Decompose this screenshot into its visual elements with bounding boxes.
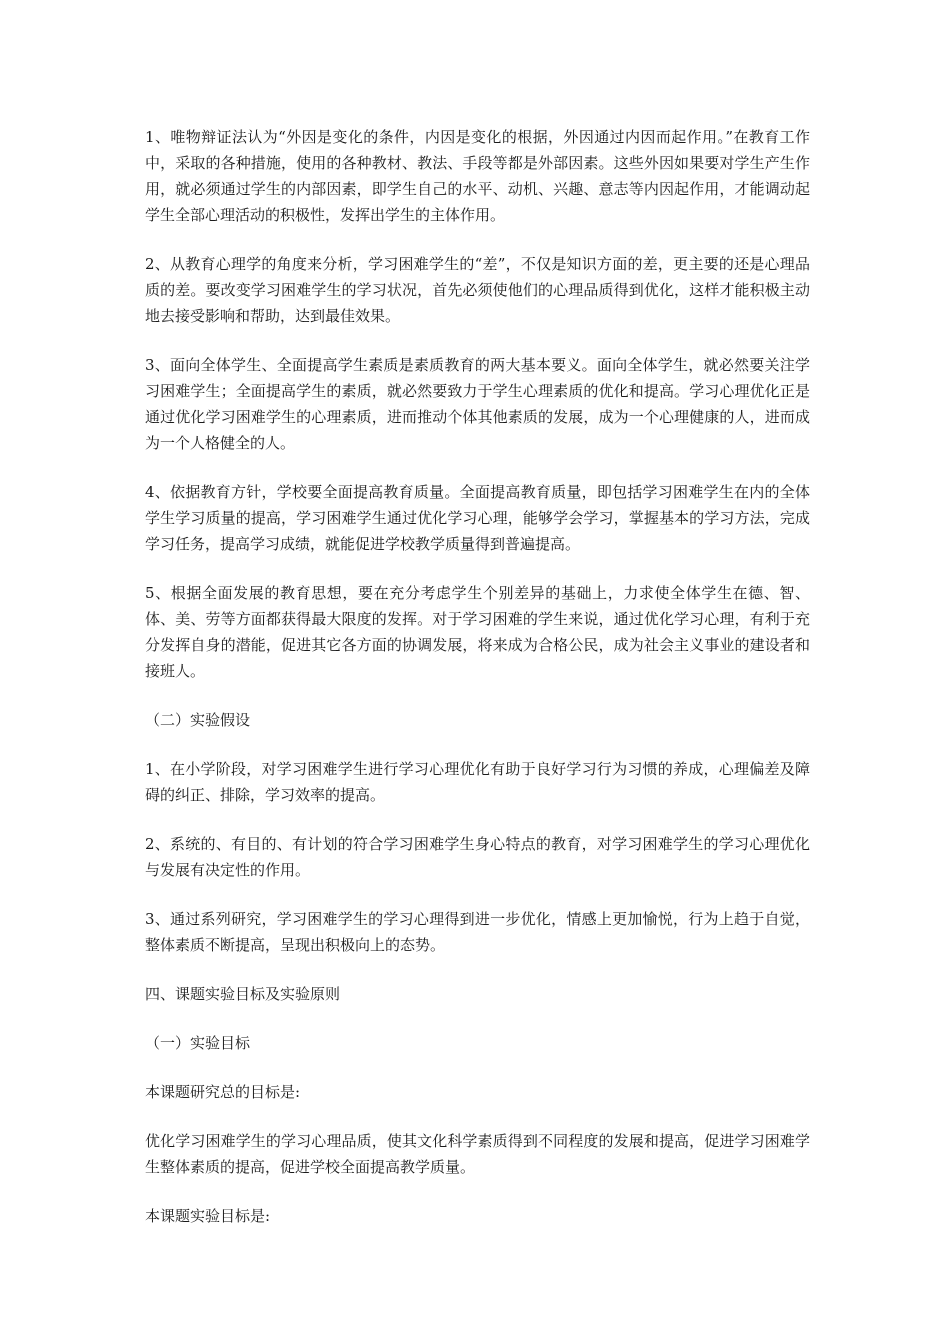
section-heading-hypothesis: （二）实验假设 (145, 711, 251, 729)
paragraph-rationale-4: 4、依据教育方针，学校要全面提高教育质量。全面提高教育质量，即包括学习困难学生在内的全体学生学习质量的提高，学习困难学生通过优化学习心理，能够学会学习，掌握基本的学习方法，完成学习任务，提高学习成绩，就能促进学校教学质量得到普遍提高。 (145, 483, 810, 553)
paragraph-rationale-5: 5、根据全面发展的教育思想，要在充分考虑学生个别差异的基础上，力求使全体学生在德、智、体、美、劳等方面都获得最大限度的发挥。对于学习困难的学生来说，通过优化学习心理，有利于充分发挥自身的潜能，促进其它各方面的协调发展，将来成为合格公民，成为社会主义事业的建设者和接班人。 (145, 584, 810, 680)
paragraph-overall-goal: 优化学习困难学生的学习心理品质，使其文化科学素质得到不同程度的发展和提高，促进学习困难学生整体素质的提高，促进学校全面提高教学质量。 (145, 1132, 810, 1176)
paragraph-rationale-2: 2、从教育心理学的角度来分析，学习困难学生的“差”，不仅是知识方面的差，更主要的还是心理品质的差。要改变学习困难学生的学习状况，首先必须使他们的心理品质得到优化，这样才能积极主动地去接受影响和帮助，达到最佳效果。 (145, 255, 810, 325)
paragraph-hypothesis-3: 3、通过系列研究，学习困难学生的学习心理得到进一步优化，情感上更加愉悦，行为上趋于自觉，整体素质不断提高，呈现出积极向上的态势。 (145, 910, 810, 954)
section-heading-goals-principles: 四、课题实验目标及实验原则 (145, 985, 341, 1003)
section-heading-goals: （一）实验目标 (145, 1034, 251, 1052)
paragraph-hypothesis-1: 1、在小学阶段，对学习困难学生进行学习心理优化有助于良好学习行为习惯的养成，心理偏差及障碍的纠正、排除，学习效率的提高。 (145, 760, 810, 804)
paragraph-rationale-3: 3、面向全体学生、全面提高学生素质是素质教育的两大基本要义。面向全体学生，就必然要关注学习困难学生；全面提高学生的素质，就必然要致力于学生心理素质的优化和提高。学习心理优化正是通过优化学习困难学生的心理素质，进而推动个体其他素质的发展，成为一个心理健康的人，进而成为一个人格健全的人。 (145, 356, 810, 452)
document-body (145, 124, 810, 1252)
paragraph-hypothesis-2: 2、系统的、有目的、有计划的符合学习困难学生身心特点的教育，对学习困难学生的学习心理优化与发展有决定性的作用。 (145, 835, 810, 879)
paragraph-experiment-goal-intro: 本课题实验目标是: (145, 1207, 271, 1225)
paragraph-overall-goal-intro: 本课题研究总的目标是: (145, 1083, 301, 1101)
paragraph-rationale-1: 1、唯物辩证法认为“外因是变化的条件，内因是变化的根据，外因通过内因而起作用。”在教育工作中，采取的各种措施，使用的各种教材、教法、手段等都是外部因素。这些外因如果要对学生产生作用，就必须通过学生的内部因素，即学生自己的水平、动机、兴趣、意志等内因起作用，才能调动起学生全部心理活动的积极性，发挥出学生的主体作用。 (145, 128, 810, 224)
